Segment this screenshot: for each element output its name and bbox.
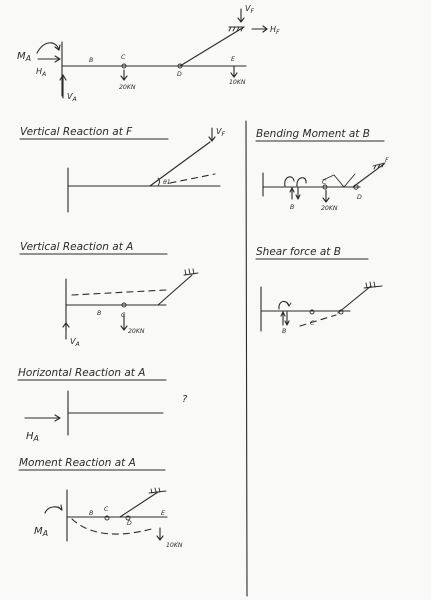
label-point-E: E bbox=[161, 510, 165, 517]
label-point-C: C bbox=[121, 54, 126, 61]
section-title-bending-moment-B: Bending Moment at B bbox=[256, 128, 370, 140]
label-MA: $M_A$ bbox=[34, 526, 49, 538]
section-title-vertical-reaction-A: Vertical Reaction at A bbox=[20, 241, 134, 253]
section-moment-reaction-A bbox=[19, 457, 183, 549]
main-structure-diagram bbox=[17, 4, 280, 103]
inclined-member bbox=[338, 286, 371, 313]
label-point-D: D bbox=[177, 71, 182, 78]
label-VA: $V_A$ bbox=[67, 92, 77, 103]
column-divider bbox=[246, 121, 247, 596]
label-point-B: B bbox=[282, 328, 287, 335]
deflection-dashed-line bbox=[170, 174, 215, 183]
label-HA: $H_A$ bbox=[26, 431, 40, 443]
label-point-C: C bbox=[322, 179, 327, 186]
section-title-horizontal-reaction-A: Horizontal Reaction at A bbox=[18, 367, 146, 379]
label-load: 20KN bbox=[321, 205, 338, 212]
section-title-shear-force-B: Shear force at B bbox=[256, 246, 341, 258]
label-HF: $H_F$ bbox=[270, 25, 280, 36]
angle-arc bbox=[158, 178, 160, 186]
roller-support-F bbox=[229, 27, 244, 31]
label-point-C: C bbox=[310, 320, 315, 327]
deflection-dashed-line bbox=[300, 315, 336, 326]
section-horizontal-reaction-A bbox=[18, 367, 188, 443]
roller-support-F bbox=[184, 269, 198, 275]
label-point-B: B bbox=[97, 310, 102, 317]
deflected-shape bbox=[323, 174, 355, 187]
label-VA: $V_A$ bbox=[70, 337, 80, 348]
label-point-C: C bbox=[121, 312, 126, 319]
label-VF: $V_F$ bbox=[216, 127, 226, 138]
label-point-B: B bbox=[89, 57, 94, 64]
moment-arrow-right bbox=[297, 178, 306, 186]
label-point-E: E bbox=[231, 56, 235, 63]
label-load: 10KN bbox=[166, 542, 183, 549]
label-point-B: B bbox=[290, 204, 295, 211]
moment-arrow bbox=[279, 301, 289, 309]
label-load-E: 10KN bbox=[229, 79, 246, 86]
section-vertical-reaction-F bbox=[20, 126, 225, 212]
label-MA: $M_A$ bbox=[17, 51, 32, 63]
section-vertical-reaction-A bbox=[20, 241, 198, 348]
label-load: 20KN bbox=[128, 328, 145, 335]
inclined-member bbox=[120, 492, 158, 517]
section-bending-moment-B bbox=[256, 128, 389, 212]
section-shear-force-B bbox=[256, 246, 382, 335]
section-title-vertical-reaction-F: Vertical Reaction at F bbox=[20, 126, 133, 138]
label-angle: θ1 bbox=[163, 179, 171, 186]
label-point-D: D bbox=[127, 520, 132, 527]
label-VF: $V_F$ bbox=[245, 4, 255, 15]
label-HA: $H_A$ bbox=[36, 67, 47, 78]
label-point-C: C bbox=[104, 506, 109, 513]
label-load-C: 20KN bbox=[119, 84, 136, 91]
deflection-dashed-curve bbox=[72, 519, 155, 534]
deflection-dashed-line bbox=[72, 290, 166, 295]
moment-arrow-left bbox=[285, 177, 294, 186]
inclined-member bbox=[353, 164, 384, 187]
label-point-D: D bbox=[357, 194, 362, 201]
question-mark: ? bbox=[182, 394, 188, 405]
roller-support-F bbox=[364, 282, 382, 288]
section-title-moment-reaction-A: Moment Reaction at A bbox=[19, 457, 136, 469]
label-point-B: B bbox=[89, 510, 94, 517]
roller-support-F bbox=[149, 488, 166, 493]
label-point-F: F bbox=[385, 157, 389, 164]
